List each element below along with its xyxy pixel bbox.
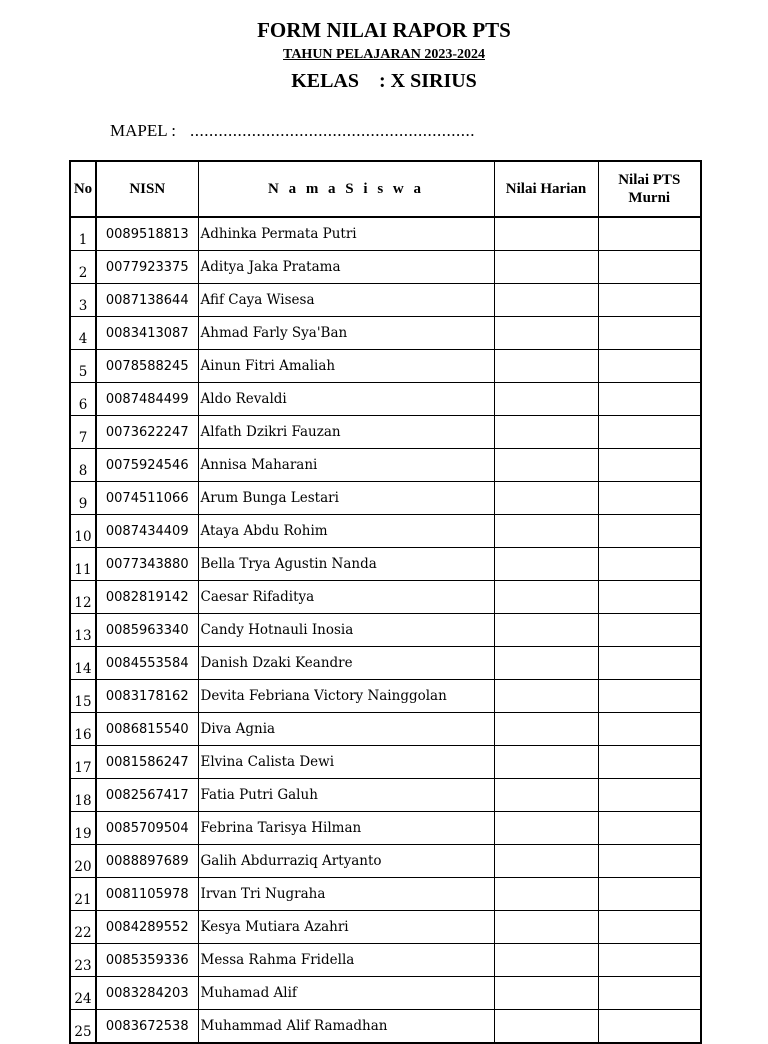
row-nilai-pts-cell[interactable] (598, 1010, 701, 1044)
col-header-no: No (70, 161, 96, 217)
table-row (70, 944, 701, 977)
row-nisn: 0089518813 (96, 217, 198, 251)
table-row (70, 383, 701, 416)
col-header-nilai-pts: Nilai PTS Murni (598, 161, 701, 217)
row-no: 19 (70, 812, 96, 845)
row-nilai-harian-cell[interactable] (494, 746, 598, 779)
row-nilai-harian-cell[interactable] (494, 317, 598, 350)
row-nama: Fatia Putri Galuh (198, 779, 494, 812)
row-nilai-pts-cell[interactable] (598, 944, 701, 977)
table-row (70, 977, 701, 1010)
row-nilai-pts-cell[interactable] (598, 680, 701, 713)
row-nama: Bella Trya Agustin Nanda (198, 548, 494, 581)
row-nama: Arum Bunga Lestari (198, 482, 494, 515)
row-nisn: 0081586247 (96, 746, 198, 779)
row-nilai-harian-cell[interactable] (494, 911, 598, 944)
table-row (70, 581, 701, 614)
table-row (70, 878, 701, 911)
row-nama: Febrina Tarisya Hilman (198, 812, 494, 845)
grade-table (69, 160, 702, 1044)
row-nisn: 0077343880 (96, 548, 198, 581)
row-nilai-harian-cell[interactable] (494, 812, 598, 845)
row-nisn: 0087434409 (96, 515, 198, 548)
row-nama: Afif Caya Wisesa (198, 284, 494, 317)
row-nisn: 0083178162 (96, 680, 198, 713)
row-nama: Muhamad Alif (198, 977, 494, 1010)
row-nisn: 0083413087 (96, 317, 198, 350)
row-nilai-harian-cell[interactable] (494, 515, 598, 548)
row-no: 18 (70, 779, 96, 812)
col-header-nama: N a m a S i s w a (198, 161, 494, 217)
row-nama: Ahmad Farly Sya'Ban (198, 317, 494, 350)
row-nama: Devita Febriana Victory Nainggolan (198, 680, 494, 713)
row-nilai-pts-cell[interactable] (598, 911, 701, 944)
row-nisn: 0087138644 (96, 284, 198, 317)
table-row (70, 845, 701, 878)
row-nisn: 0087484499 (96, 383, 198, 416)
row-nilai-pts-cell[interactable] (598, 515, 701, 548)
row-nilai-pts-cell[interactable] (598, 284, 701, 317)
row-no: 21 (70, 878, 96, 911)
table-row (70, 746, 701, 779)
row-nama: Danish Dzaki Keandre (198, 647, 494, 680)
row-nilai-pts-cell[interactable] (598, 647, 701, 680)
row-nisn: 0082819142 (96, 581, 198, 614)
row-nama: Irvan Tri Nugraha (198, 878, 494, 911)
table-row (70, 614, 701, 647)
row-nilai-harian-cell[interactable] (494, 977, 598, 1010)
row-nilai-pts-cell[interactable] (598, 350, 701, 383)
row-no: 15 (70, 680, 96, 713)
row-no: 4 (70, 317, 96, 350)
row-nilai-harian-cell[interactable] (494, 779, 598, 812)
row-nisn: 0077923375 (96, 251, 198, 284)
row-nilai-harian-cell[interactable] (494, 680, 598, 713)
table-row (70, 251, 701, 284)
row-nama: Ataya Abdu Rohim (198, 515, 494, 548)
row-nisn: 0081105978 (96, 878, 198, 911)
row-nama: Galih Abdurraziq Artyanto (198, 845, 494, 878)
row-nisn: 0073622247 (96, 416, 198, 449)
row-no: 24 (70, 977, 96, 1010)
row-no: 14 (70, 647, 96, 680)
row-no: 25 (70, 1010, 96, 1044)
class-label: KELAS : X SIRIUS (291, 70, 477, 92)
row-no: 17 (70, 746, 96, 779)
table-row (70, 284, 701, 317)
row-nama: Muhammad Alif Ramadhan (198, 1010, 494, 1044)
form-title: FORM NILAI RAPOR PTS (257, 18, 511, 42)
row-nilai-pts-cell[interactable] (598, 482, 701, 515)
row-nama: Adhinka Permata Putri (198, 217, 494, 251)
row-no: 11 (70, 548, 96, 581)
row-nilai-harian-cell[interactable] (494, 548, 598, 581)
row-no: 13 (70, 614, 96, 647)
row-nama: Aldo Revaldi (198, 383, 494, 416)
row-nilai-harian-cell[interactable] (494, 713, 598, 746)
row-nilai-pts-cell[interactable] (598, 746, 701, 779)
col-header-nilai-harian: Nilai Harian (494, 161, 598, 217)
row-nama: Annisa Maharani (198, 449, 494, 482)
mapel-blank[interactable]: ............................................................ (189, 121, 475, 140)
table-row (70, 515, 701, 548)
row-nilai-harian-cell[interactable] (494, 647, 598, 680)
row-nilai-pts-cell[interactable] (598, 581, 701, 614)
row-nilai-pts-cell[interactable] (598, 845, 701, 878)
row-nama: Messa Rahma Fridella (198, 944, 494, 977)
row-nilai-harian-cell[interactable] (494, 284, 598, 317)
row-nilai-harian-cell[interactable] (494, 449, 598, 482)
table-row (70, 449, 701, 482)
mapel-label: MAPEL : (110, 121, 176, 140)
table-row (70, 911, 701, 944)
row-no: 7 (70, 416, 96, 449)
col-header-nisn: NISN (96, 161, 198, 217)
row-nilai-pts-cell[interactable] (598, 713, 701, 746)
row-nilai-harian-cell[interactable] (494, 383, 598, 416)
row-nama: Candy Hotnauli Inosia (198, 614, 494, 647)
row-nilai-pts-cell[interactable] (598, 383, 701, 416)
row-nama: Aditya Jaka Pratama (198, 251, 494, 284)
row-nilai-pts-cell[interactable] (598, 317, 701, 350)
row-no: 22 (70, 911, 96, 944)
row-nilai-pts-cell[interactable] (598, 977, 701, 1010)
row-nilai-pts-cell[interactable] (598, 449, 701, 482)
row-nilai-harian-cell[interactable] (494, 878, 598, 911)
table-row (70, 647, 701, 680)
row-nisn: 0085963340 (96, 614, 198, 647)
row-no: 10 (70, 515, 96, 548)
row-nisn: 0084553584 (96, 647, 198, 680)
table-header-row (70, 161, 701, 217)
row-nisn: 0088897689 (96, 845, 198, 878)
row-no: 23 (70, 944, 96, 977)
row-nama: Alfath Dzikri Fauzan (198, 416, 494, 449)
row-nilai-pts-cell[interactable] (598, 878, 701, 911)
row-nisn: 0085709504 (96, 812, 198, 845)
row-no: 6 (70, 383, 96, 416)
table-row (70, 416, 701, 449)
table-row (70, 1010, 701, 1044)
row-nilai-harian-cell[interactable] (494, 1010, 598, 1044)
row-no: 20 (70, 845, 96, 878)
row-nama: Caesar Rifaditya (198, 581, 494, 614)
row-nama: Elvina Calista Dewi (198, 746, 494, 779)
table-row (70, 812, 701, 845)
table-row (70, 713, 701, 746)
row-nilai-pts-cell[interactable] (598, 217, 701, 251)
row-nilai-pts-cell[interactable] (598, 779, 701, 812)
row-nilai-pts-cell[interactable] (598, 812, 701, 845)
row-nilai-pts-cell[interactable] (598, 416, 701, 449)
row-nilai-harian-cell[interactable] (494, 251, 598, 284)
table-row (70, 350, 701, 383)
table-row (70, 482, 701, 515)
row-nama: Kesya Mutiara Azahri (198, 911, 494, 944)
table-row (70, 317, 701, 350)
row-nilai-pts-cell[interactable] (598, 548, 701, 581)
row-nilai-pts-cell[interactable] (598, 614, 701, 647)
row-nama: Diva Agnia (198, 713, 494, 746)
row-nisn: 0083284203 (96, 977, 198, 1010)
table-row (70, 548, 701, 581)
row-nisn: 0085359336 (96, 944, 198, 977)
row-nilai-harian-cell[interactable] (494, 944, 598, 977)
row-nisn: 0075924546 (96, 449, 198, 482)
row-nilai-harian-cell[interactable] (494, 217, 598, 251)
row-nilai-harian-cell[interactable] (494, 416, 598, 449)
row-nama: Ainun Fitri Amaliah (198, 350, 494, 383)
row-no: 8 (70, 449, 96, 482)
row-nisn: 0083672538 (96, 1010, 198, 1044)
row-nilai-harian-cell[interactable] (494, 845, 598, 878)
mapel-line (110, 121, 475, 141)
academic-year: TAHUN PELAJARAN 2023-2024 (283, 47, 485, 62)
row-nilai-pts-cell[interactable] (598, 251, 701, 284)
row-no: 3 (70, 284, 96, 317)
table-row (70, 680, 701, 713)
row-nilai-harian-cell[interactable] (494, 614, 598, 647)
row-no: 2 (70, 251, 96, 284)
table-row (70, 779, 701, 812)
row-no: 1 (70, 217, 96, 251)
row-no: 9 (70, 482, 96, 515)
row-nisn: 0086815540 (96, 713, 198, 746)
row-nisn: 0082567417 (96, 779, 198, 812)
row-no: 5 (70, 350, 96, 383)
row-nilai-harian-cell[interactable] (494, 581, 598, 614)
table-row (70, 217, 701, 251)
row-nisn: 0078588245 (96, 350, 198, 383)
row-nilai-harian-cell[interactable] (494, 350, 598, 383)
row-nisn: 0084289552 (96, 911, 198, 944)
row-nilai-harian-cell[interactable] (494, 482, 598, 515)
row-no: 16 (70, 713, 96, 746)
row-no: 12 (70, 581, 96, 614)
row-nisn: 0074511066 (96, 482, 198, 515)
